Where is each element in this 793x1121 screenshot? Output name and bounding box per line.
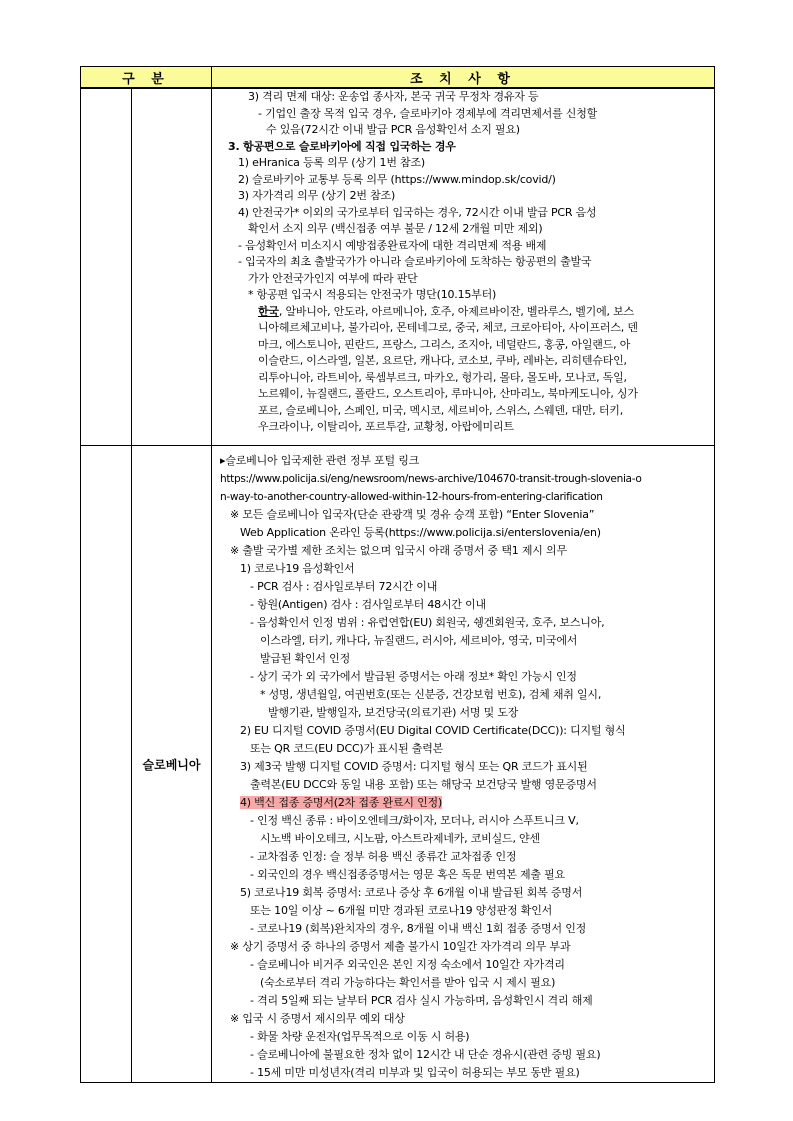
table-header-row	[81, 67, 715, 89]
text-line: (숙소로부터 격리 가능하다는 확인서를 받아 입국 시 제시 필요)	[260, 976, 556, 989]
text-line: - 입국자의 최초 출발국가가 아니라 슬로바키아에 도착하는 항공편의 출발국	[238, 255, 592, 268]
safe-country-list-line: 포르, 슬로베니아, 스페인, 미국, 멕시코, 세르비아, 스위스, 스웨덴, 대만, 터키,	[258, 403, 623, 417]
korea-highlight: 한국	[258, 304, 279, 318]
text-line: 이스라엘, 터키, 캐나다, 뉴질랜드, 러시아, 세르비아, 영국, 미국에서	[260, 634, 578, 647]
text-line: 또는 10일 이상 ~ 6개월 미만 경과된 코로나19 양성판정 확인서	[250, 904, 553, 917]
text-line: - 격리 5일째 되는 날부터 PCR 검사 실시 가능하며, 음성확인시 격리 해제	[250, 994, 593, 1007]
text-line: 가가 안전국가인지 여부에 따라 판단	[248, 271, 418, 285]
vaccine-certificate-line	[220, 794, 710, 812]
text-line: - 슬로베니아에 불필요한 정차 없이 12시간 내 단순 경유시(관련 증빙 필요)	[250, 1048, 601, 1061]
safe-country-list-line: 마크, 에스토니아, 핀란드, 프랑스, 그리스, 조지아, 네덜란드, 홍콩, 아일랜드, 아	[258, 337, 631, 351]
text-line: 1) eHranica 등록 의무 (상기 1번 참조)	[238, 156, 426, 169]
text-line: - 화물 차량 운전자(업무목적으로 이동 시 허용)	[250, 1030, 470, 1043]
measures-table	[80, 66, 715, 1083]
text-line: 발행기관, 발행일자, 보건당국(의료기관) 서명 및 도장	[268, 706, 519, 719]
safe-country-list-line: 이슬란드, 이스라엘, 일본, 요르단, 캐나다, 코소보, 쿠바, 레바논, 리히텐슈타인,	[258, 354, 627, 367]
text-line: 2) EU 디지털 COVID 증명서(EU Digital COVID Certificate(DCC)): 디지털 형식	[240, 724, 626, 737]
portal-link-url-cont[interactable]: n-way-to-another-country-allowed-within-12-hours-from-entering-clarification	[220, 491, 603, 503]
text-line: - 인정 백신 종류 : 바이오엔테크/화이자, 모더나, 러시아 스푸트니크 V,	[250, 814, 579, 827]
slovakia-country-cell	[132, 88, 212, 446]
text-line: - 교차접종 인정: 슬 정부 허용 백신 종류간 교차접종 인정	[250, 850, 517, 863]
text-line: - 슬로베니아 비거주 외국인은 본인 지정 숙소에서 10일간 자가격리	[250, 958, 565, 971]
measures-table-page	[80, 66, 714, 1079]
text-line: 시노백 바이오테크, 시노팜, 아스트라제네카, 코비실드, 얀센	[260, 832, 540, 845]
text-line: - 음성확인서 인정 범위 : 유럽연합(EU) 회원국, 쉥겐회원국, 호주, 보스니아,	[250, 616, 605, 629]
slovakia-measures-cell	[212, 88, 715, 446]
text-line: 1) 코로나19 음성확인서	[240, 562, 355, 575]
table-row-slovakia	[81, 88, 715, 446]
header-category: 구 분	[81, 67, 212, 89]
text-line: 출력본(EU DCC와 동일 내용 포함) 또는 해당국 보건당국 발행 영문증명서	[250, 778, 597, 791]
slovenia-left-cell	[81, 446, 132, 1083]
text-line: - 외국인의 경우 백신접종증명서는 영문 혹은 독문 번역본 제출 필요	[250, 868, 565, 881]
text-line: - 음성확인서 미소지시 예방접종완료자에 대한 격리면제 적용 배제	[238, 238, 547, 252]
text-line: * 항공편 입국시 적용되는 안전국가 명단(10.15부터)	[248, 288, 497, 301]
slovenia-country-label: 슬로베니아	[132, 446, 212, 1083]
header-measures: 조 치 사 항	[212, 67, 715, 89]
text-line: - 상기 국가 외 국가에서 발급된 증명서는 아래 정보* 확인 가능시 인정	[250, 670, 577, 683]
text-line: 3) 제3국 발행 디지털 COVID 증명서: 디지털 형식 또는 QR 코드가 표시된	[240, 760, 588, 773]
safe-country-list-line: 우크라이나, 이탈리아, 포르투갈, 교황청, 아랍에미리트	[258, 420, 514, 433]
safe-country-list-line: 니아헤르체고비나, 불가리아, 몬테네그로, 중국, 체코, 크로아티아, 사이프러스, 덴	[258, 321, 638, 334]
text-line: 3) 격리 면제 대상: 운송업 종사자, 본국 귀국 무정차 경유자 등	[248, 90, 539, 103]
text-line: ※ 입국 시 증명서 제시의무 예외 대상	[230, 1012, 405, 1025]
safe-country-list-line: 한국, 알바니아, 안도라, 아르메니아, 호주, 아제르바이잔, 벨라루스, 벨기에, 보스	[258, 304, 634, 318]
text-line: - 기업인 출장 목적 입국 경우, 슬로바키아 경제부에 격리면제서를 신청할	[258, 106, 598, 120]
text-line: 2) 슬로바키아 교통부 등록 의무 (https://www.mindop.sk/covid/)	[238, 172, 556, 186]
text-line: - 항원(Antigen) 검사 : 검사일로부터 48시간 이내	[250, 598, 486, 611]
safe-country-list-line: 리투아니아, 라트비아, 룩셈부르크, 마카오, 헝가리, 몰타, 몰도바, 모나코, 독일,	[258, 370, 627, 384]
table-row-slovenia	[81, 446, 715, 1083]
text-line: 또는 QR 코드(EU DCC)가 표시된 출력본	[250, 742, 444, 755]
slovakia-left-cell	[81, 88, 132, 446]
text-line: Web Application 온라인 등록(https://www.policija.si/enterslovenia/en)	[240, 526, 601, 539]
text-line: 4) 안전국가* 이외의 국가로부터 입국하는 경우, 72시간 이내 발급 PCR 음성	[238, 205, 597, 219]
text-line: ※ 모든 슬로베니아 입국자(단순 관광객 및 경유 승객 포함) “Enter Slovenia”	[230, 508, 595, 521]
text-line: - PCR 검사 : 검사일로부터 72시간 이내	[250, 580, 438, 593]
section-heading-air-entry: 3. 항공편으로 슬로바키아에 직접 입국하는 경우	[228, 139, 456, 153]
portal-link-url[interactable]: https://www.policija.si/eng/newsroom/news-archive/104670-transit-trough-slovenia-o	[220, 473, 642, 485]
text-line: ※ 상기 증명서 중 하나의 증명서 제출 불가시 10일간 자가격리 의무 부과	[230, 940, 571, 953]
text-line: - 코로나19 (회복)완치자의 경우, 8개월 이내 백신 1회 접종 증명서 인정	[250, 922, 587, 935]
text-line: 발급된 확인서 인정	[260, 652, 351, 665]
vaccine-certificate-highlight: 4) 백신 접종 증명서(2차 접종 완료시 인정)	[240, 796, 443, 809]
text-line: - 15세 미만 미성년자(격리 미부과 및 입국이 허용되는 부모 동반 필요)	[250, 1066, 580, 1079]
text-line: 확인서 소지 의무 (백신접종 여부 불문 / 12세 2개월 미만 제외)	[248, 222, 543, 235]
text-line: * 성명, 생년월일, 여권번호(또는 신분증, 건강보험 번호), 검체 채취 일시,	[260, 688, 602, 701]
text-line: 5) 코로나19 회복 증명서: 코로나 증상 후 6개월 이내 발급된 회복 증명서	[240, 886, 583, 899]
text-line: 수 있음(72시간 이내 발급 PCR 음성확인서 소지 필요)	[266, 123, 520, 136]
safe-country-list-line: 노르웨이, 뉴질랜드, 폴란드, 오스트리아, 루마니아, 산마리노, 북마케도니아, 싱가	[258, 387, 638, 400]
text-line: 3) 자가격리 의무 (상기 2번 참조)	[238, 189, 396, 202]
portal-link-heading: ▸슬로베니아 입국제한 관련 정부 포털 링크	[220, 454, 420, 467]
slovenia-measures-cell	[212, 446, 715, 1083]
text-line: ※ 출발 국가별 제한 조치는 없으며 입국시 아래 증명서 중 택1 제시 의무	[230, 544, 567, 557]
